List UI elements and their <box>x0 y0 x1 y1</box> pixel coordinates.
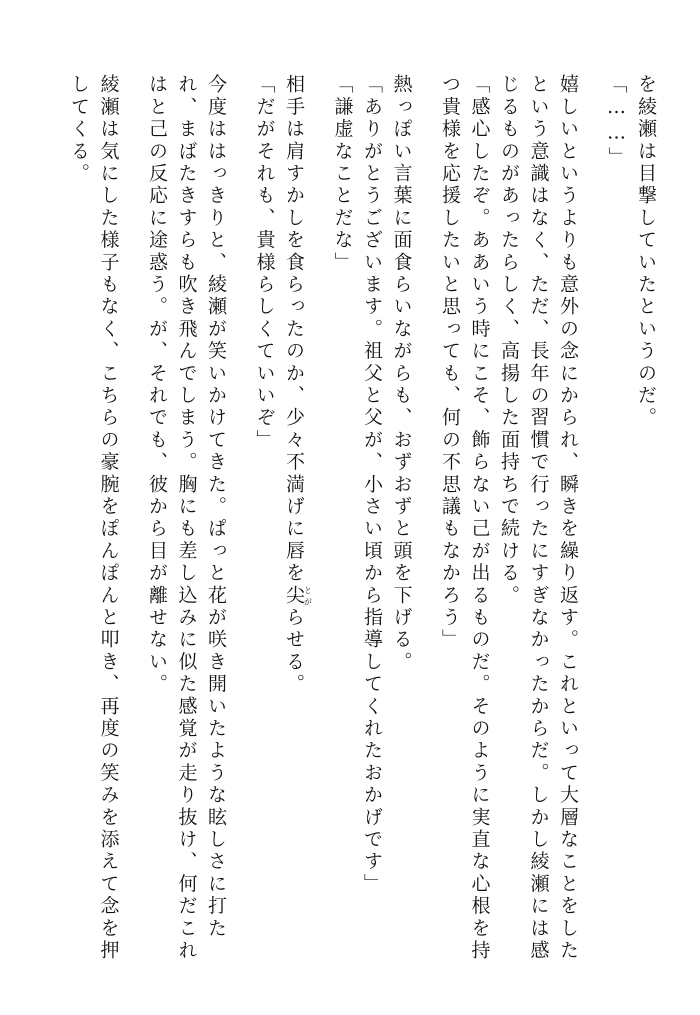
paragraph-5: 熱っぽい言葉に面食らいながらも、おずおずと頭を下げる。 <box>390 74 413 674</box>
paragraph-9: 「だがそれも、貴様らしくていいぞ」 <box>253 74 276 452</box>
paragraph-11: 綾瀬は気にした様子もなく、こちらの豪腕をぽんぽんと叩き、再度の笑みを添えて念を押してくる。 <box>68 74 120 963</box>
ruby-base: 尖 <box>283 584 305 607</box>
vertical-text-body <box>64 74 661 974</box>
ruby-annotation <box>283 584 313 607</box>
paragraph-4: 「感心したぞ。ああいう時にこそ、飾らない己が出るものだ。そのように実直な心根を持つ貴様を応援したいと思っても、何の不思議もなかろう」 <box>439 74 491 962</box>
ruby-reading: とが <box>303 584 313 607</box>
paragraph-3: 嬉しいというよりも意外の念にかられ、瞬きを繰り返す。これといって大層なことをしたという意識はなく、ただ、長年の習慣で行ったにすぎなかったからだ。しかし綾瀬には感じるものがあったらしく、高揚した面持ちで続ける。 <box>498 74 579 962</box>
paragraph-8-text-after: らせる。 <box>283 606 305 696</box>
paragraph-8-text-before: 相手は肩すかしを食らったのか、少々不満げに唇を <box>283 74 305 585</box>
paragraph-2: 「……」 <box>605 74 628 169</box>
paragraph-1: を綾瀬は目撃していたというのだ。 <box>635 74 657 430</box>
paragraph-6: 「ありがとうございます。祖父と父が、小さい頃から指導してくれたおかげです」 <box>361 74 383 896</box>
paragraph-7: 「謙虚なことだな」 <box>331 74 354 274</box>
paragraph-8 <box>279 74 328 974</box>
paragraph-10: 今度ははっきりと、綾瀬が笑いかけてきた。ぱっと花が咲き開いたような眩しさに打たれ、まばたきすらも吹き飛んでしまう。胸にも差し込みに似た感覚が走り抜け、何だこれはと己の反応に途惑う。が、それでも、彼から目が離せない。 <box>146 74 227 963</box>
